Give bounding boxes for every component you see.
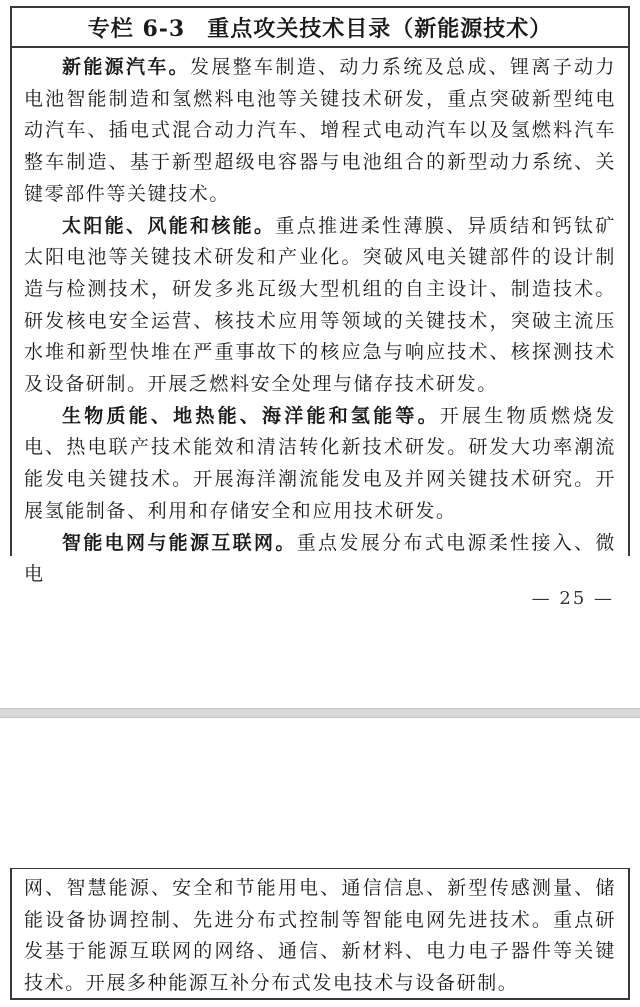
paragraph-smart-grid — [24, 528, 616, 591]
page-number: — 25 — — [531, 588, 614, 609]
paragraph-lead: 智能电网与能源互联网。 — [62, 531, 297, 554]
paragraph-new-energy-vehicles — [24, 52, 616, 211]
paragraph-text: 重点推进柔性薄膜、异质结和钙钛矿太阳电池等关键技术研发和产业化。突破风电关键部件的设计制造与检测技术，研发多兆瓦级大型机组的自主设计、制造技术。研发核电安全运营、核技术应用等领域的关键技术，突破主流压水堆和新型快堆在严重事故下的核应急与响应技术、核探测技术及设备研制。开展乏燃料安全处理与储存技术研发。 — [24, 214, 616, 396]
paragraph-lead: 新能源汽车。 — [62, 56, 191, 78]
page-separator — [0, 708, 640, 718]
paragraph-text: 开展生物质燃烧发电、热电联产技术能效和清洁转化新技术研发。研发大功率潮流能发电关键技术。开展海洋潮流能发电及并网关键技术研究。开展氢能制备、利用和存储安全和应用技术研发。 — [24, 404, 616, 522]
paragraph-biomass-geothermal-ocean-hydrogen — [24, 401, 616, 528]
box-header — [12, 8, 628, 48]
sidebar-box — [10, 6, 630, 586]
paragraph-lead: 太阳能、风能和核能。 — [62, 214, 276, 237]
continuation-text: 网、智慧能源、安全和节能用电、通信信息、新型传感测量、储能设备协调控制、先进分布式控制等智能电网先进技术。重点研发基于能源互联网的网络、通信、新材料、电力电子器件等关键技术。开展多种能源互补分布式发电技术与设备研制。 — [24, 877, 616, 995]
paragraph-solar-wind-nuclear — [24, 211, 616, 401]
box-title: 重点攻关技术目录（新能源技术） — [207, 15, 553, 42]
paragraph-text: 重点发展分布式电源柔性接入、微电 — [24, 531, 616, 586]
paragraph-text: 发展整车制造、动力系统及总成、锂离子动力电池智能制造和氢燃料电池等关键技术研发，重点突破新型纯电动汽车、插电式混合动力汽车、增程式电动汽车以及氢燃料汽车整车制造、基于新型超级电容器与电池组合的新型动力系统、关键零部件等关键技术。 — [24, 56, 616, 205]
paragraph-lead: 生物质能、地热能、海洋能和氢能等。 — [62, 404, 440, 427]
sidebar-box-continuation — [10, 868, 630, 1000]
box-number: 专栏 6-3 — [87, 15, 186, 42]
box-body — [12, 48, 628, 591]
